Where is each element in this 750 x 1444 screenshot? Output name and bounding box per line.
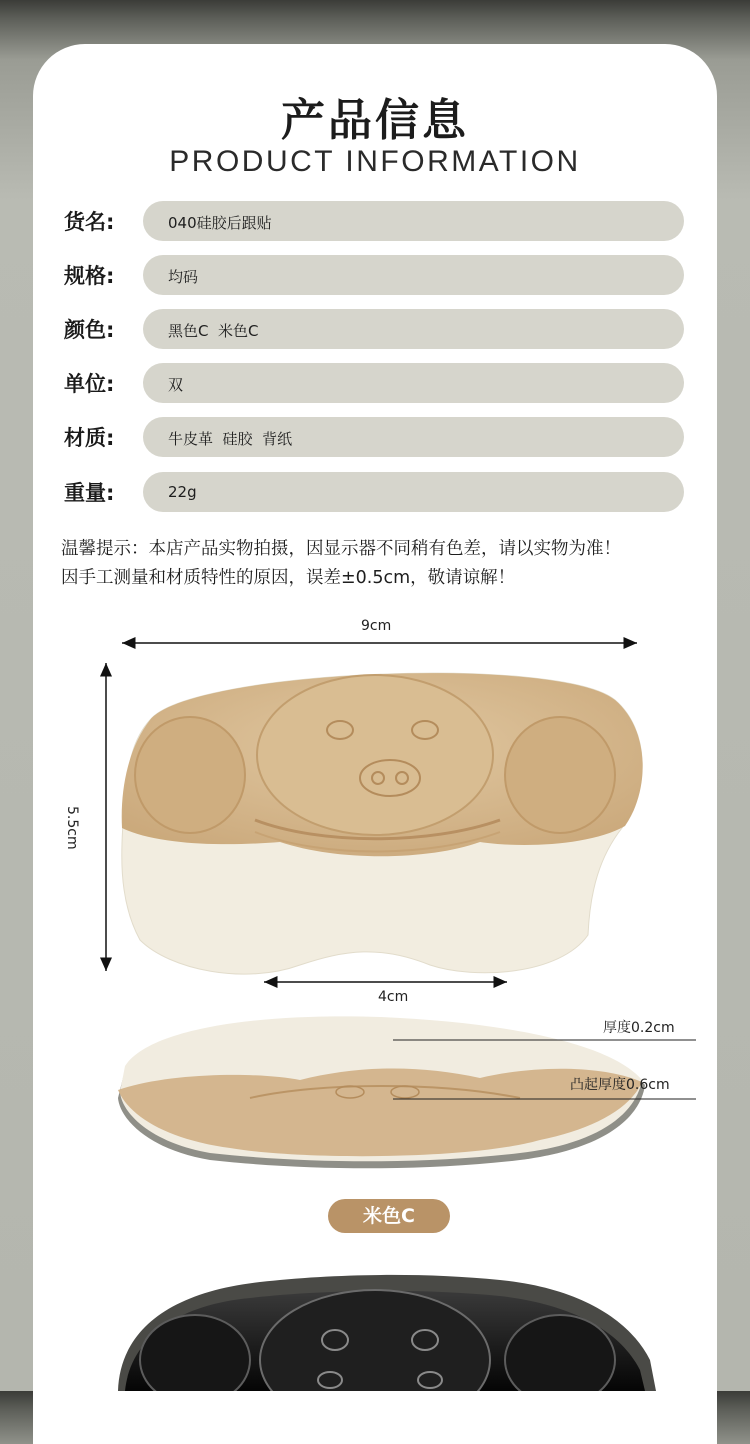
info-value: 040硅胶后跟贴 [168,214,272,232]
heel-pad-black [118,1275,656,1391]
info-label: 材质: [64,426,115,450]
thickness-label: 厚度0.2cm [603,1020,675,1036]
height-label: 5.5cm [64,806,80,850]
bottom-width-label: 4cm [378,989,409,1005]
info-value: 双 [168,376,184,394]
info-label: 颜色: [64,318,115,342]
color-badge: 米色C [328,1199,450,1233]
info-value: 均码 [168,268,199,286]
right-ear [505,717,615,833]
notice-line: 温馨提示：本店产品实物拍摄，因显示器不同稍有色差，请以实物为准！ [61,539,621,559]
width-label: 9cm [361,618,392,634]
heel-pad-side-view [118,1016,645,1168]
heel-pad-top-view [122,673,643,974]
face-bump [257,675,493,835]
info-label: 货名: [64,210,115,234]
raised-thickness-label: 凸起厚度0.6cm [570,1077,670,1093]
info-label: 重量: [64,481,115,505]
info-value: 黑色C 米色C [168,322,259,340]
info-label: 规格: [64,264,115,288]
left-ear [135,717,245,833]
notice-line: 因手工测量和材质特性的原因，误差±0.5cm，敬请谅解！ [61,568,516,588]
info-value: 22g [168,483,197,501]
page-title: 产品信息 [281,95,469,146]
info-label: 单位: [64,372,115,396]
info-value: 牛皮革 硅胶 背纸 [168,430,293,448]
page-subtitle: PRODUCT INFORMATION [169,145,581,178]
